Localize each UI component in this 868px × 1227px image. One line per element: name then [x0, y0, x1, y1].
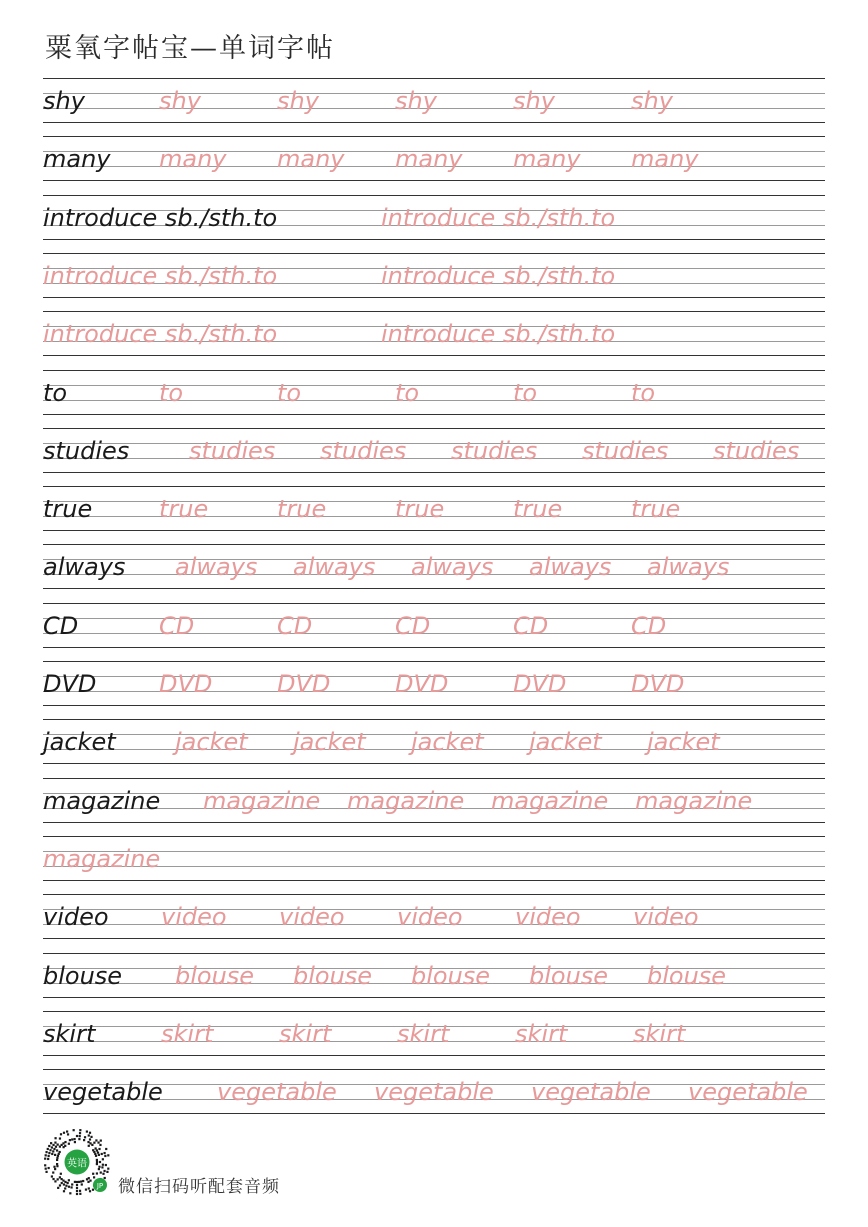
- qr-dot: [68, 1186, 70, 1188]
- guide-line: [43, 1113, 825, 1114]
- guide-line: [43, 544, 825, 545]
- trace-word: video: [397, 903, 463, 932]
- qr-dot: [59, 1137, 61, 1139]
- guide-line: [43, 297, 825, 298]
- model-word: DVD: [43, 670, 97, 698]
- model-word: to: [43, 378, 68, 407]
- practice-row: [43, 544, 825, 602]
- qr-dot: [48, 1167, 50, 1169]
- qr-dot: [78, 1181, 80, 1183]
- qr-dot: [45, 1171, 47, 1173]
- guide-line: [43, 836, 825, 837]
- guide-line: [43, 253, 825, 254]
- qr-dot: [54, 1137, 56, 1139]
- guide-line: [43, 647, 825, 648]
- qr-dot: [62, 1180, 64, 1182]
- qr-dot: [93, 1142, 95, 1144]
- model-word: blouse: [43, 961, 123, 990]
- trace-word: blouse: [529, 961, 609, 990]
- trace-word: true: [631, 495, 681, 524]
- practice-row: [43, 253, 825, 311]
- trace-word: to: [513, 378, 538, 407]
- qr-dot: [87, 1181, 89, 1183]
- guide-line: [43, 180, 825, 181]
- guide-line: [43, 997, 825, 998]
- qr-dot: [74, 1141, 76, 1143]
- model-word: CD: [43, 611, 79, 640]
- trace-word: studies: [582, 436, 669, 465]
- guide-line: [43, 530, 825, 531]
- qr-dot: [44, 1158, 46, 1160]
- qr-dot: [45, 1151, 47, 1153]
- trace-word: always: [647, 553, 730, 582]
- practice-row: [43, 719, 825, 777]
- trace-word: DVD: [631, 670, 685, 698]
- qr-dot: [54, 1168, 56, 1170]
- guide-line: [43, 705, 825, 706]
- qr-dot: [89, 1142, 91, 1144]
- qr-dot: [98, 1154, 100, 1156]
- guide-line: [43, 1069, 825, 1070]
- qr-dot: [94, 1153, 96, 1155]
- trace-word: skirt: [515, 1019, 568, 1048]
- practice-row: [43, 778, 825, 836]
- trace-word: studies: [320, 436, 407, 465]
- trace-word: always: [175, 553, 258, 582]
- footer: [42, 1128, 442, 1200]
- trace-word: DVD: [513, 670, 567, 698]
- qr-dot: [95, 1147, 97, 1149]
- qr-dot: [45, 1154, 47, 1156]
- trace-word: jacket: [293, 728, 366, 757]
- practice-row: [43, 1011, 825, 1069]
- practice-row: [43, 195, 825, 253]
- model-word: always: [43, 553, 126, 582]
- qr-dot: [79, 1132, 81, 1134]
- trace-word: blouse: [647, 961, 727, 990]
- qr-dot: [56, 1159, 58, 1161]
- trace-word: introduce sb./sth.to: [381, 203, 616, 232]
- trace-word: shy: [513, 87, 555, 115]
- trace-word: DVD: [159, 670, 213, 698]
- qr-dot: [52, 1144, 54, 1146]
- qr-dot: [57, 1178, 59, 1180]
- qr-dot: [91, 1144, 93, 1146]
- qr-dot: [88, 1134, 90, 1136]
- trace-word: vegetable: [374, 1078, 494, 1107]
- guide-line: [43, 778, 825, 779]
- qr-dot: [56, 1149, 58, 1151]
- qr-dot: [62, 1142, 64, 1144]
- trace-word: shy: [159, 87, 201, 115]
- qr-dot: [105, 1164, 107, 1166]
- model-word: many: [43, 145, 111, 174]
- qr-dot: [104, 1177, 106, 1179]
- qr-dot: [47, 1148, 49, 1150]
- qr-dot: [103, 1152, 105, 1154]
- qr-dot: [104, 1155, 106, 1157]
- qr-dot: [96, 1172, 98, 1174]
- model-word: true: [43, 495, 93, 524]
- qr-dot: [65, 1185, 67, 1187]
- practice-row: [43, 661, 825, 719]
- qr-dot: [56, 1165, 58, 1167]
- trace-word: true: [513, 495, 563, 524]
- qr-dot: [100, 1139, 102, 1141]
- qr-dot: [70, 1186, 72, 1188]
- trace-word: studies: [451, 436, 538, 465]
- qr-dot: [56, 1163, 58, 1165]
- qr-dot: [53, 1166, 55, 1168]
- trace-word: vegetable: [217, 1078, 337, 1107]
- guide-line: [43, 122, 825, 123]
- qr-dot: [48, 1152, 50, 1154]
- qr-dot: [59, 1151, 61, 1153]
- trace-word: many: [277, 145, 345, 174]
- qr-dot: [48, 1145, 50, 1147]
- qr-dot: [60, 1133, 62, 1135]
- qr-dot: [66, 1130, 68, 1132]
- qr-dot: [76, 1181, 78, 1183]
- model-word: studies: [43, 436, 130, 465]
- trace-word: true: [395, 495, 445, 524]
- trace-word: to: [631, 378, 656, 407]
- practice-row: [43, 836, 825, 894]
- guide-line: [43, 953, 825, 954]
- model-word: magazine: [43, 786, 161, 815]
- qr-dot: [59, 1184, 61, 1186]
- guide-line: [43, 414, 825, 415]
- qr-dot: [98, 1166, 100, 1168]
- qr-dot: [99, 1144, 101, 1146]
- guide-line: [43, 458, 825, 459]
- guide-line: [43, 938, 825, 939]
- trace-word: introduce sb./sth.to: [381, 320, 616, 349]
- qr-dot: [57, 1144, 59, 1146]
- qr-dot: [63, 1190, 65, 1192]
- trace-word: CD: [513, 611, 549, 640]
- guide-line: [43, 603, 825, 604]
- trace-word: vegetable: [688, 1078, 808, 1107]
- qr-dot: [50, 1142, 52, 1144]
- qr-dot: [79, 1129, 81, 1131]
- model-word: vegetable: [43, 1078, 163, 1107]
- guide-line: [43, 851, 825, 852]
- qr-dot: [84, 1136, 86, 1138]
- qr-dot: [52, 1171, 54, 1173]
- qr-dot: [95, 1155, 97, 1157]
- trace-word: video: [279, 903, 345, 932]
- trace-word: skirt: [161, 1019, 214, 1048]
- trace-word: always: [529, 553, 612, 582]
- trace-word: jacket: [529, 728, 602, 757]
- qr-dot: [89, 1132, 91, 1134]
- qr-dot: [97, 1152, 99, 1154]
- qr-dot: [53, 1148, 55, 1150]
- qr-dot: [107, 1168, 109, 1170]
- qr-dot: [90, 1136, 92, 1138]
- qr-dot: [76, 1184, 78, 1186]
- qr-dot: [85, 1188, 87, 1190]
- qr-dot: [57, 1187, 59, 1189]
- qr-dot: [105, 1148, 107, 1150]
- trace-word: shy: [631, 87, 673, 115]
- trace-word: DVD: [277, 670, 331, 698]
- qr-dot: [54, 1154, 56, 1156]
- trace-word: many: [159, 145, 227, 174]
- qr-dot: [100, 1171, 102, 1173]
- trace-word: jacket: [647, 728, 720, 757]
- qr-dot: [68, 1179, 70, 1181]
- qr-dot: [74, 1181, 76, 1183]
- qr-dot: [52, 1150, 54, 1152]
- qr-dot: [98, 1168, 100, 1170]
- trace-word: many: [395, 145, 463, 174]
- qr-badge-text: 英语: [67, 1158, 87, 1170]
- qr-dot: [64, 1187, 66, 1189]
- trace-word: magazine: [635, 786, 753, 815]
- qr-dot: [89, 1138, 91, 1140]
- guide-line: [43, 866, 825, 867]
- qr-dot: [61, 1182, 63, 1184]
- model-word: skirt: [43, 1019, 96, 1048]
- page-title: 粟氧字帖宝—单词字帖: [45, 33, 335, 64]
- qr-caption: 微信扫码听配套音频: [118, 1177, 280, 1197]
- guide-line: [43, 880, 825, 881]
- trace-word: introduce sb./sth.to: [43, 261, 278, 290]
- guide-line: [43, 661, 825, 662]
- qr-dot: [88, 1187, 90, 1189]
- trace-word: magazine: [43, 844, 161, 873]
- practice-row: [43, 428, 825, 486]
- qr-dot: [47, 1158, 49, 1160]
- qr-dot: [59, 1176, 61, 1178]
- qr-dot: [81, 1183, 83, 1185]
- qr-dot: [71, 1138, 73, 1140]
- trace-word: to: [277, 378, 302, 407]
- trace-word: jacket: [175, 728, 248, 757]
- qr-dot: [51, 1175, 53, 1177]
- trace-word: introduce sb./sth.to: [43, 320, 278, 349]
- qr-dot: [76, 1193, 78, 1195]
- qr-dot: [76, 1187, 78, 1189]
- qr-dot: [89, 1190, 91, 1192]
- qr-dot: [45, 1168, 47, 1170]
- qr-dot: [87, 1141, 89, 1143]
- qr-dot: [79, 1193, 81, 1195]
- qr-dot: [93, 1176, 95, 1178]
- trace-word: jacket: [411, 728, 484, 757]
- trace-word: shy: [395, 87, 437, 115]
- qr-dot: [92, 1173, 94, 1175]
- trace-word: video: [515, 903, 581, 932]
- qr-dot: [83, 1139, 85, 1141]
- qr-dot: [52, 1178, 54, 1180]
- guide-line: [43, 719, 825, 720]
- guide-line: [43, 443, 825, 444]
- practice-row: [43, 1069, 825, 1127]
- practice-row: [43, 311, 825, 369]
- qr-dot: [95, 1139, 97, 1141]
- trace-word: shy: [277, 87, 319, 115]
- guide-line: [43, 588, 825, 589]
- guide-line: [43, 894, 825, 895]
- qr-dot: [64, 1145, 66, 1147]
- qr-code-icon[interactable]: [42, 1128, 112, 1198]
- trace-word: studies: [189, 436, 276, 465]
- qr-dot: [44, 1164, 46, 1166]
- qr-dot: [73, 1138, 75, 1140]
- guide-line: [43, 472, 825, 473]
- qr-dot: [76, 1135, 78, 1137]
- qr-dot: [69, 1139, 71, 1141]
- qr-dot: [102, 1164, 104, 1166]
- qr-dot: [76, 1190, 78, 1192]
- guide-line: [43, 1011, 825, 1012]
- qr-dot: [51, 1146, 53, 1148]
- qr-dot: [56, 1157, 58, 1159]
- model-word: shy: [43, 87, 85, 115]
- trace-word: introduce sb./sth.to: [381, 261, 616, 290]
- trace-word: skirt: [633, 1019, 686, 1048]
- trace-word: blouse: [411, 961, 491, 990]
- qr-dot: [61, 1144, 63, 1146]
- qr-dot: [97, 1141, 99, 1143]
- qr-dot: [80, 1180, 82, 1182]
- qr-dot: [82, 1180, 84, 1182]
- qr-dot: [96, 1161, 98, 1163]
- trace-word: CD: [631, 611, 667, 640]
- trace-word: magazine: [491, 786, 609, 815]
- trace-word: CD: [395, 611, 431, 640]
- qr-dot: [64, 1181, 66, 1183]
- practice-row: [43, 136, 825, 194]
- practice-row: [43, 486, 825, 544]
- qr-dot: [57, 1155, 59, 1157]
- qr-dot: [69, 1192, 71, 1194]
- qr-dot: [71, 1183, 73, 1185]
- trace-word: always: [293, 553, 376, 582]
- trace-word: magazine: [347, 786, 465, 815]
- qr-dot: [86, 1130, 88, 1132]
- guide-line: [43, 486, 825, 487]
- qr-dot: [51, 1153, 53, 1155]
- qr-dot: [63, 1132, 65, 1134]
- guide-line: [43, 78, 825, 79]
- guide-line: [43, 239, 825, 240]
- guide-line: [43, 136, 825, 137]
- trace-word: blouse: [293, 961, 373, 990]
- trace-word: true: [277, 495, 327, 524]
- qr-dot: [79, 1135, 81, 1137]
- qr-dot: [54, 1180, 56, 1182]
- qr-dot: [78, 1138, 80, 1140]
- qr-dot: [96, 1163, 98, 1165]
- practice-row: [43, 78, 825, 136]
- trace-word: DVD: [395, 670, 449, 698]
- model-word: video: [43, 903, 109, 932]
- trace-word: studies: [713, 436, 800, 465]
- qr-dot: [96, 1149, 98, 1151]
- qr-sub-text: JP: [96, 1182, 104, 1190]
- trace-word: true: [159, 495, 209, 524]
- qr-dot: [89, 1180, 91, 1182]
- qr-dot: [103, 1170, 105, 1172]
- qr-dot: [102, 1158, 104, 1160]
- practice-row: [43, 894, 825, 952]
- practice-row: [43, 953, 825, 1011]
- trace-word: skirt: [397, 1019, 450, 1048]
- guide-line: [43, 822, 825, 823]
- qr-dot: [48, 1155, 50, 1157]
- qr-dot: [68, 1143, 70, 1145]
- trace-word: CD: [159, 611, 195, 640]
- qr-dot: [98, 1148, 100, 1150]
- model-word: introduce sb./sth.to: [43, 203, 278, 232]
- qr-dot: [99, 1161, 101, 1163]
- qr-dot: [79, 1190, 81, 1192]
- qr-dot: [60, 1173, 62, 1175]
- qr-dot: [101, 1153, 103, 1155]
- trace-word: video: [633, 903, 699, 932]
- trace-word: magazine: [203, 786, 321, 815]
- guide-line: [43, 195, 825, 196]
- qr-dot: [88, 1145, 90, 1147]
- guide-line: [43, 311, 825, 312]
- qr-dot: [67, 1182, 69, 1184]
- trace-word: many: [513, 145, 581, 174]
- guide-line: [43, 370, 825, 371]
- trace-word: many: [631, 145, 699, 174]
- qr-dot: [102, 1173, 104, 1175]
- trace-word: always: [411, 553, 494, 582]
- trace-word: to: [159, 378, 184, 407]
- guide-line: [43, 428, 825, 429]
- trace-word: to: [395, 378, 420, 407]
- qr-dot: [101, 1166, 103, 1168]
- qr-dot: [96, 1159, 98, 1161]
- qr-dot: [63, 1183, 65, 1185]
- qr-dot: [92, 1189, 94, 1191]
- model-word: jacket: [43, 728, 116, 757]
- guide-line: [43, 763, 825, 764]
- trace-word: skirt: [279, 1019, 332, 1048]
- qr-dot: [64, 1141, 66, 1143]
- qr-dot: [73, 1129, 75, 1131]
- qr-dot: [67, 1133, 69, 1135]
- trace-word: vegetable: [531, 1078, 651, 1107]
- qr-dot: [106, 1171, 108, 1173]
- practice-row: [43, 370, 825, 428]
- trace-word: CD: [277, 611, 313, 640]
- practice-row: [43, 603, 825, 661]
- qr-dot: [49, 1149, 51, 1151]
- guide-line: [43, 1055, 825, 1056]
- trace-word: video: [161, 903, 227, 932]
- qr-dot: [55, 1146, 57, 1148]
- trace-word: blouse: [175, 961, 255, 990]
- qr-dot: [54, 1141, 56, 1143]
- qr-dot: [86, 1178, 88, 1180]
- guide-line: [43, 355, 825, 356]
- qr-dot: [107, 1154, 109, 1156]
